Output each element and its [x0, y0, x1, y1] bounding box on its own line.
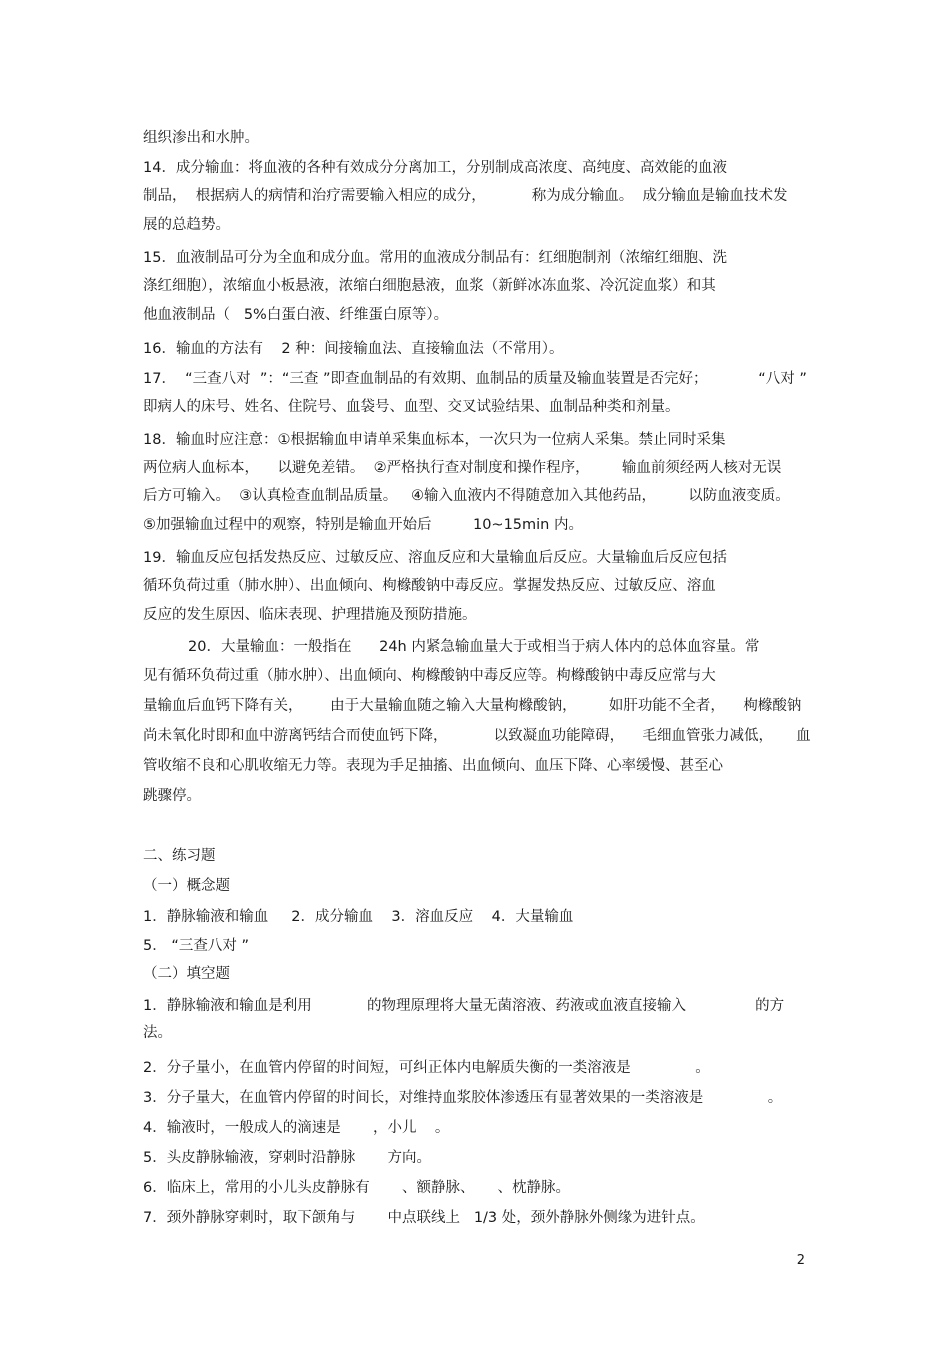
- text-line: 涤红细胞），浓缩血小板悬液，浓缩白细胞悬液，血浆（新鲜冰冻血浆、冷沉淀血浆）和其: [143, 278, 716, 294]
- text-line: 跳骤停。: [143, 788, 201, 804]
- text-line: 20．大量输血：一般指在 24h 内紧急输血量大于或相当于病人体内的总体血容量。常: [188, 639, 760, 655]
- text-line: 循环负荷过重（肺水肿）、出血倾向、枸橼酸钠中毒反应。掌握发热反应、过敏反应、溶血: [143, 578, 716, 594]
- page-number: 2: [796, 1253, 805, 1268]
- text-line: 7．颈外静脉穿刺时，取下颌角与 中点联线上 1/3 处，颈外静脉外侧缘为进针点。: [143, 1210, 705, 1226]
- subsection-heading: （二）填空题: [143, 966, 230, 982]
- text-line: 4．输液时，一般成人的滴速是 ，小儿 。: [143, 1120, 450, 1136]
- text-line: 组织渗出和水肿。: [143, 130, 259, 146]
- text-line: 反应的发生原因、临床表现、护理措施及预防措施。: [143, 607, 477, 623]
- text-line: 他血液制品（ 5%白蛋白液、纤维蛋白原等）。: [143, 307, 449, 323]
- text-line: 2．分子量小，在血管内停留的时间短，可纠正体内电解质失衡的一类溶液是 。: [143, 1060, 710, 1076]
- text-line: ⑤加强输血过程中的观察，特别是输血开始后 10~15min 内。: [143, 517, 583, 533]
- text-line: 管收缩不良和心肌收缩无力等。表现为手足抽搐、出血倾向、血压下降、心率缓慢、甚至心: [143, 758, 723, 774]
- text-line: 5． “三查八对 ”: [143, 938, 249, 954]
- text-line: 5．头皮静脉输液，穿刺时沿静脉 方向。: [143, 1150, 431, 1166]
- text-line: 6．临床上，常用的小儿头皮静脉有 、额静脉、 、枕静脉。: [143, 1180, 571, 1196]
- text-line: 14．成分输血：将血液的各种有效成分分离加工，分别制成高浓度、高纯度、高效能的血液: [143, 160, 727, 176]
- text-line: 两位病人血标本， 以避免差错。 ②严格执行查对制度和操作程序， 输血前须经两人核对无误: [143, 460, 782, 476]
- text-line: 即病人的床号、姓名、住院号、血袋号、血型、交叉试验结果、血制品种类和剂量。: [143, 399, 680, 415]
- text-line: 1．静脉输液和输血 2．成分输血 3．溶血反应 4．大量输血: [143, 909, 574, 925]
- section-heading: 二、练习题: [143, 848, 216, 864]
- text-line: 19．输血反应包括发热反应、过敏反应、溶血反应和大量输血后反应。大量输血后反应包括: [143, 550, 727, 566]
- subsection-heading: （一）概念题: [143, 878, 230, 894]
- text-line: 尚未氧化时即和血中游离钙结合而使血钙下降， 以致凝血功能障碍， 毛细血管张力减低， 血: [143, 728, 811, 744]
- text-line: 17． “三查八对 ”：“三查 ”即查血制品的有效期、血制品的质量及输血装置是否完好； “八对 ”: [143, 371, 807, 387]
- text-line: 量输血后血钙下降有关， 由于大量输血随之输入大量枸橼酸钠， 如肝功能不全者， 枸橼酸钠: [143, 698, 802, 714]
- text-line: 3．分子量大，在血管内停留的时间长，对维持血浆胶体渗透压有显著效果的一类溶液是 。: [143, 1090, 783, 1106]
- text-line: 见有循环负荷过重（肺水肿）、出血倾向、枸橼酸钠中毒反应等。枸橼酸钠中毒反应常与大: [143, 668, 716, 684]
- text-line: 16．输血的方法有 2 种：间接输血法、直接输血法（不常用）。: [143, 341, 564, 357]
- text-line: 法。: [143, 1025, 172, 1041]
- text-line: 后方可输入。 ③认真检查血制品质量。 ④输入血液内不得随意加入其他药品， 以防血液变质。: [143, 488, 790, 504]
- text-line: 制品， 根据病人的病情和治疗需要输入相应的成分， 称为成分输血。 成分输血是输血技术发: [143, 188, 788, 204]
- text-line: 18．输血时应注意：①根据输血申请单采集血标本，一次只为一位病人采集。禁止同时采集: [143, 432, 726, 448]
- text-line: 展的总趋势。: [143, 217, 230, 233]
- text-line: 1．静脉输液和输血是利用 的物理原理将大量无菌溶液、药液或血液直接输入 的方: [143, 998, 785, 1014]
- text-line: 15．血液制品可分为全血和成分血。常用的血液成分制品有：红细胞制剂（浓缩红细胞、洗: [143, 250, 727, 266]
